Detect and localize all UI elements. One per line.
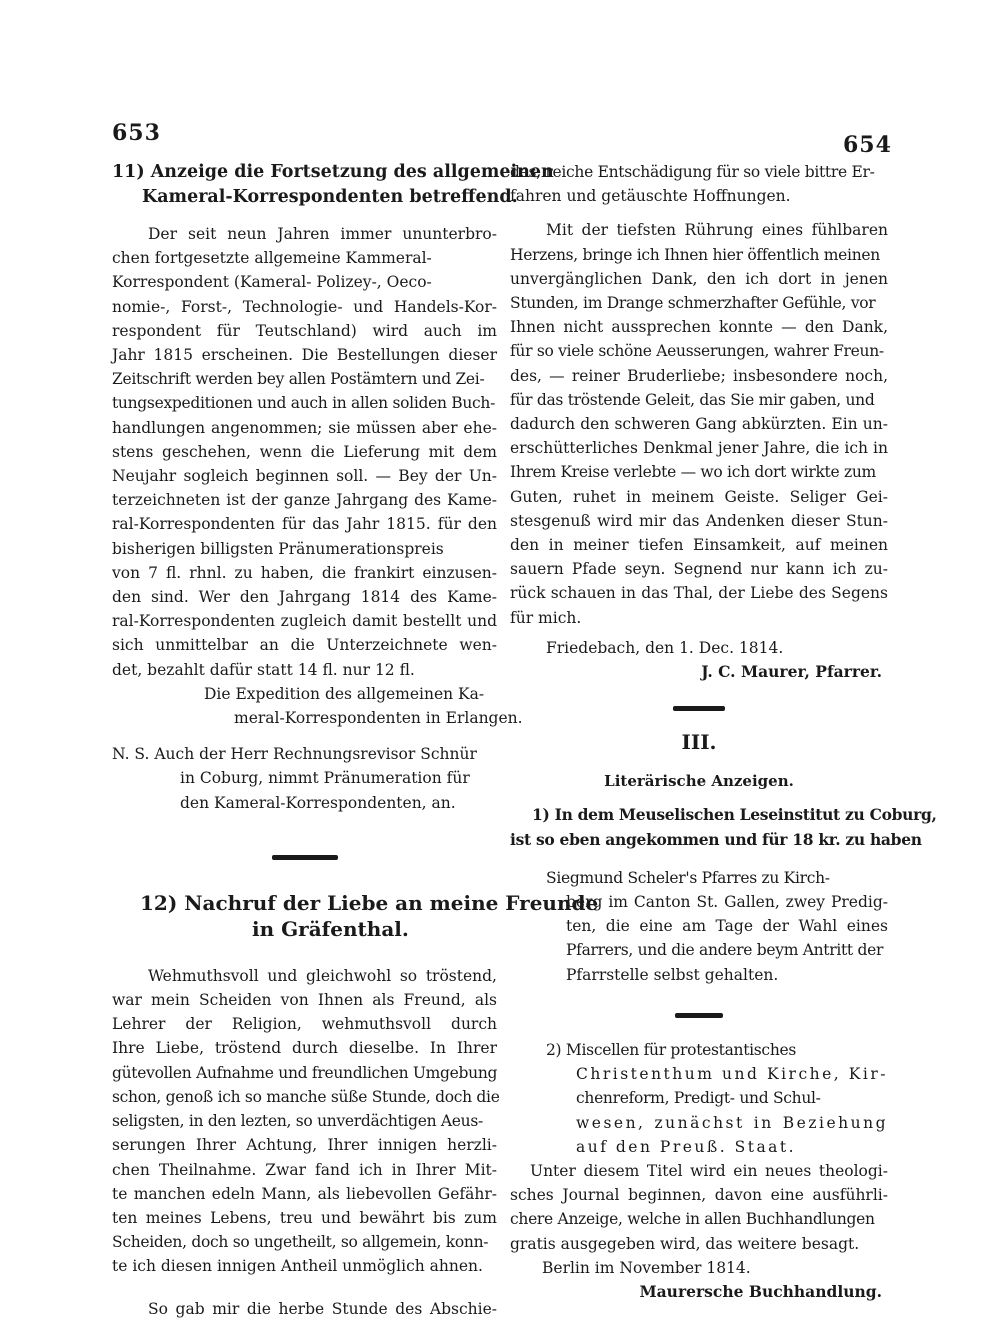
text-line: schon, genoß ich so manche süße Stunde, doch die (112, 1087, 500, 1106)
text-line: So gab mir die herbe Stunde des Abschie- (148, 1299, 497, 1318)
text-line: sches Journal beginnen, davon eine ausführli- (510, 1186, 888, 1205)
text-line: Lehrer der Religion, wehmuthsvoll durch (112, 1015, 497, 1034)
text-line: ral-Korrespondenten für das Jahr 1815. für den (112, 515, 497, 534)
section-12 (112, 890, 599, 1321)
text-line: ten, die eine am Tage der Wahl eines (566, 917, 888, 936)
section-12-body (112, 964, 500, 1279)
text-line: fahren und getäuschte Hoffnungen. (510, 187, 791, 206)
text-line: Jahr 1815 erscheinen. Die Bestellungen dieser (112, 346, 497, 365)
section-12-last-line (112, 1297, 497, 1321)
item-2-title (510, 1038, 888, 1159)
text-line: serungen Ihrer Achtung, Ihrer innigen herzli- (112, 1136, 497, 1155)
text-line: Christenthum und Kirche, Kir- (576, 1065, 888, 1084)
text-line: den in meiner tiefen Einsamkeit, auf meinen (510, 536, 888, 555)
text-line: sauern Pfade seyn. Segnend nur kann ich zu- (510, 560, 888, 579)
text-line: 1) In dem Meuselischen Leseinstitut zu Coburg, (532, 805, 937, 825)
text-line: chere Anzeige, welche in allen Buchhandlungen (510, 1210, 875, 1229)
text-line: 2) Miscellen für protestantisches (546, 1040, 797, 1059)
text-line: te ich diesen innigen Antheil unmöglich ahnen. (112, 1257, 483, 1276)
text-line: Wehmuthsvoll und gleichwohl so tröstend, (148, 966, 497, 985)
text-line: Ihnen nicht aussprechen konnte — den Dank, (510, 318, 888, 337)
signer-name: J. C. Maurer, Pfarrer. (701, 662, 882, 682)
signature-line: meral-Korrespondenten in Erlangen. (234, 709, 523, 728)
divider (510, 706, 888, 711)
text-line: Korrespondent (Kameral- Polizey-, Oeco- (112, 273, 432, 292)
dateline-text: Friedebach, den 1. Dec. 1814. (546, 638, 784, 657)
section-11-heading (112, 160, 554, 210)
text-line: chen fortgesetzte allgemeine Kammeral- (112, 249, 432, 268)
text-line: Pfarrstelle selbst gehalten. (566, 965, 779, 984)
text-line: respondent für Teutschland) wird auch im (112, 321, 497, 340)
text-line: rück schauen in das Thal, der Liebe des Segens (510, 584, 888, 603)
section-numeral: III. (681, 730, 717, 755)
section-3 (510, 729, 937, 1304)
item-2-date: Berlin im November 1814. (542, 1258, 751, 1277)
item-2-body (510, 1159, 888, 1304)
heading-line: in Gräfenthal. (252, 916, 409, 941)
heading-line: 12) Nachruf der Liebe an meine Freunde (140, 890, 599, 915)
text-line: auf den Preuß. Staat. (576, 1137, 797, 1156)
text-line: unvergänglichen Dank, den ich dort in jenen (510, 269, 888, 288)
text-line: chenreform, Predigt- und Schul- (576, 1089, 821, 1108)
text-line: ten meines Lebens, treu und bewährt bis zum (112, 1208, 497, 1227)
item-1 (510, 803, 937, 986)
text-line: des, reiche Entschädigung für so viele bittre Er- (510, 163, 875, 181)
text-line: te manchen edeln Mann, als liebevollen Gefähr- (112, 1184, 497, 1203)
continuation (510, 160, 888, 208)
text-line: terzeichneten ist der ganze Jahrgang des Kame- (112, 491, 497, 510)
text-line: bisherigen billigsten Pränumerationspreis (112, 539, 444, 558)
note-line: N. S. Auch der Herr Rechnungsrevisor Schnür (112, 745, 477, 764)
text-line: Der seit neun Jahren immer ununterbro- (148, 225, 497, 243)
note-line: den Kameral-Korrespondenten, an. (180, 793, 456, 812)
text-line: nomie-, Forst-, Technologie- und Handels-Kor- (112, 297, 497, 316)
text-line: handlungen angenommen; sie müssen aber ehe- (112, 418, 497, 437)
text-line: Mit der tiefsten Rührung eines fühlbaren (546, 221, 888, 240)
heading-line: Kameral-Korrespondenten betreffend. (142, 187, 518, 207)
section-11-note (112, 742, 497, 815)
text-line: Siegmund Scheler's Pfarres zu Kirch- (546, 868, 830, 887)
text-line: für das tröstende Geleit, das Sie mir gaben, und (510, 390, 875, 409)
section-12-heading (112, 890, 599, 942)
section-title: Literärische Anzeigen. (604, 772, 794, 791)
section-11-body (112, 222, 497, 682)
text-line: stesgenuß wird mir das Andenken dieser Stun- (510, 511, 888, 530)
text-line: det, bezahlt dafür statt 14 fl. nur 12 fl. (112, 660, 415, 679)
section-11-signature (112, 682, 523, 730)
text-line: seligsten, in den lezten, so unverdächtigen Aeus- (112, 1112, 483, 1131)
page-number-left: 653 (112, 120, 161, 146)
page-number-right: 654 (843, 132, 892, 158)
text-line: gütevollen Aufnahme und freundlichen Umgebung (112, 1063, 498, 1082)
text-line: Stunden, im Drange schmerzhafter Gefühle, vor (510, 294, 876, 313)
text-line: berg im Canton St. Gallen, zwey Predig- (566, 893, 888, 912)
text-line: Herzens, bringe ich Ihnen hier öffentlich meinen (510, 245, 880, 264)
text-line: gratis ausgegeben wird, das weitere besagt. (510, 1234, 860, 1253)
text-line: für mich. (510, 608, 582, 627)
text-line: sich unmittelbar an die Unterzeichnete wen- (112, 636, 497, 655)
text-line: Pfarrers, und die andere beym Antritt der (566, 941, 884, 960)
text-line: für so viele schöne Aeusserungen, wahrer Freun- (510, 342, 884, 361)
text-line: Ihre Liebe, tröstend durch dieselbe. In Ihrer (112, 1039, 497, 1058)
text-line: Guten, ruhet in meinem Geiste. Seliger Gei- (510, 487, 888, 506)
signature-line: Die Expedition des allgemeinen Ka- (204, 684, 485, 703)
text-line: wesen, zunächst in Beziehung (576, 1113, 888, 1132)
text-line: tungsexpeditionen und auch in allen soliden Buch- (112, 394, 496, 413)
text-line: des, — reiner Bruderliebe; insbesondere noch, (510, 366, 888, 385)
dateline (510, 636, 888, 684)
text-line: war mein Scheiden von Ihnen als Freund, als (112, 991, 497, 1010)
text-line: Unter diesem Titel wird ein neues theologi- (530, 1161, 888, 1180)
item-1-body (510, 866, 888, 987)
item-2-signer: Maurersche Buchhandlung. (639, 1281, 882, 1301)
note-line: in Coburg, nimmt Pränumeration für (180, 769, 470, 788)
thanks-paragraph (510, 218, 888, 629)
text-line: ist so eben angekommen und für 18 kr. zu haben (510, 829, 922, 849)
text-line: Scheiden, doch so ungetheilt, so allgemein, konn- (112, 1233, 489, 1252)
text-line: dadurch den schweren Gang abkürzten. Ein un- (510, 415, 888, 434)
text-line: Neujahr sogleich beginnen soll. — Bey der Un- (112, 467, 497, 486)
text-line: den sind. Wer den Jahrgang 1814 des Kame- (112, 588, 497, 607)
item-2 (510, 1038, 888, 1304)
text-line: erschütterliches Denkmal jener Jahre, die ich in (510, 439, 888, 458)
text-line: Ihrem Kreise verlebte — wo ich dort wirkte zum (510, 463, 876, 482)
divider (112, 855, 497, 860)
text-line: Zeitschrift werden bey allen Postämtern und Zei- (112, 370, 485, 389)
text-line: von 7 fl. rhnl. zu haben, die frankirt einzusen- (112, 563, 497, 582)
text-line: stens geschehen, wenn die Lieferung mit dem (112, 442, 497, 461)
right-column (510, 160, 937, 1304)
text-line: ral-Korrespondenten zugleich damit bestellt und (112, 612, 497, 631)
text-line: chen Theilnahme. Zwar fand ich in Ihrer Mit- (112, 1160, 497, 1179)
heading-line: 11) Anzeige die Fortsetzung des allgemeinen (112, 162, 554, 182)
divider (510, 1013, 888, 1018)
